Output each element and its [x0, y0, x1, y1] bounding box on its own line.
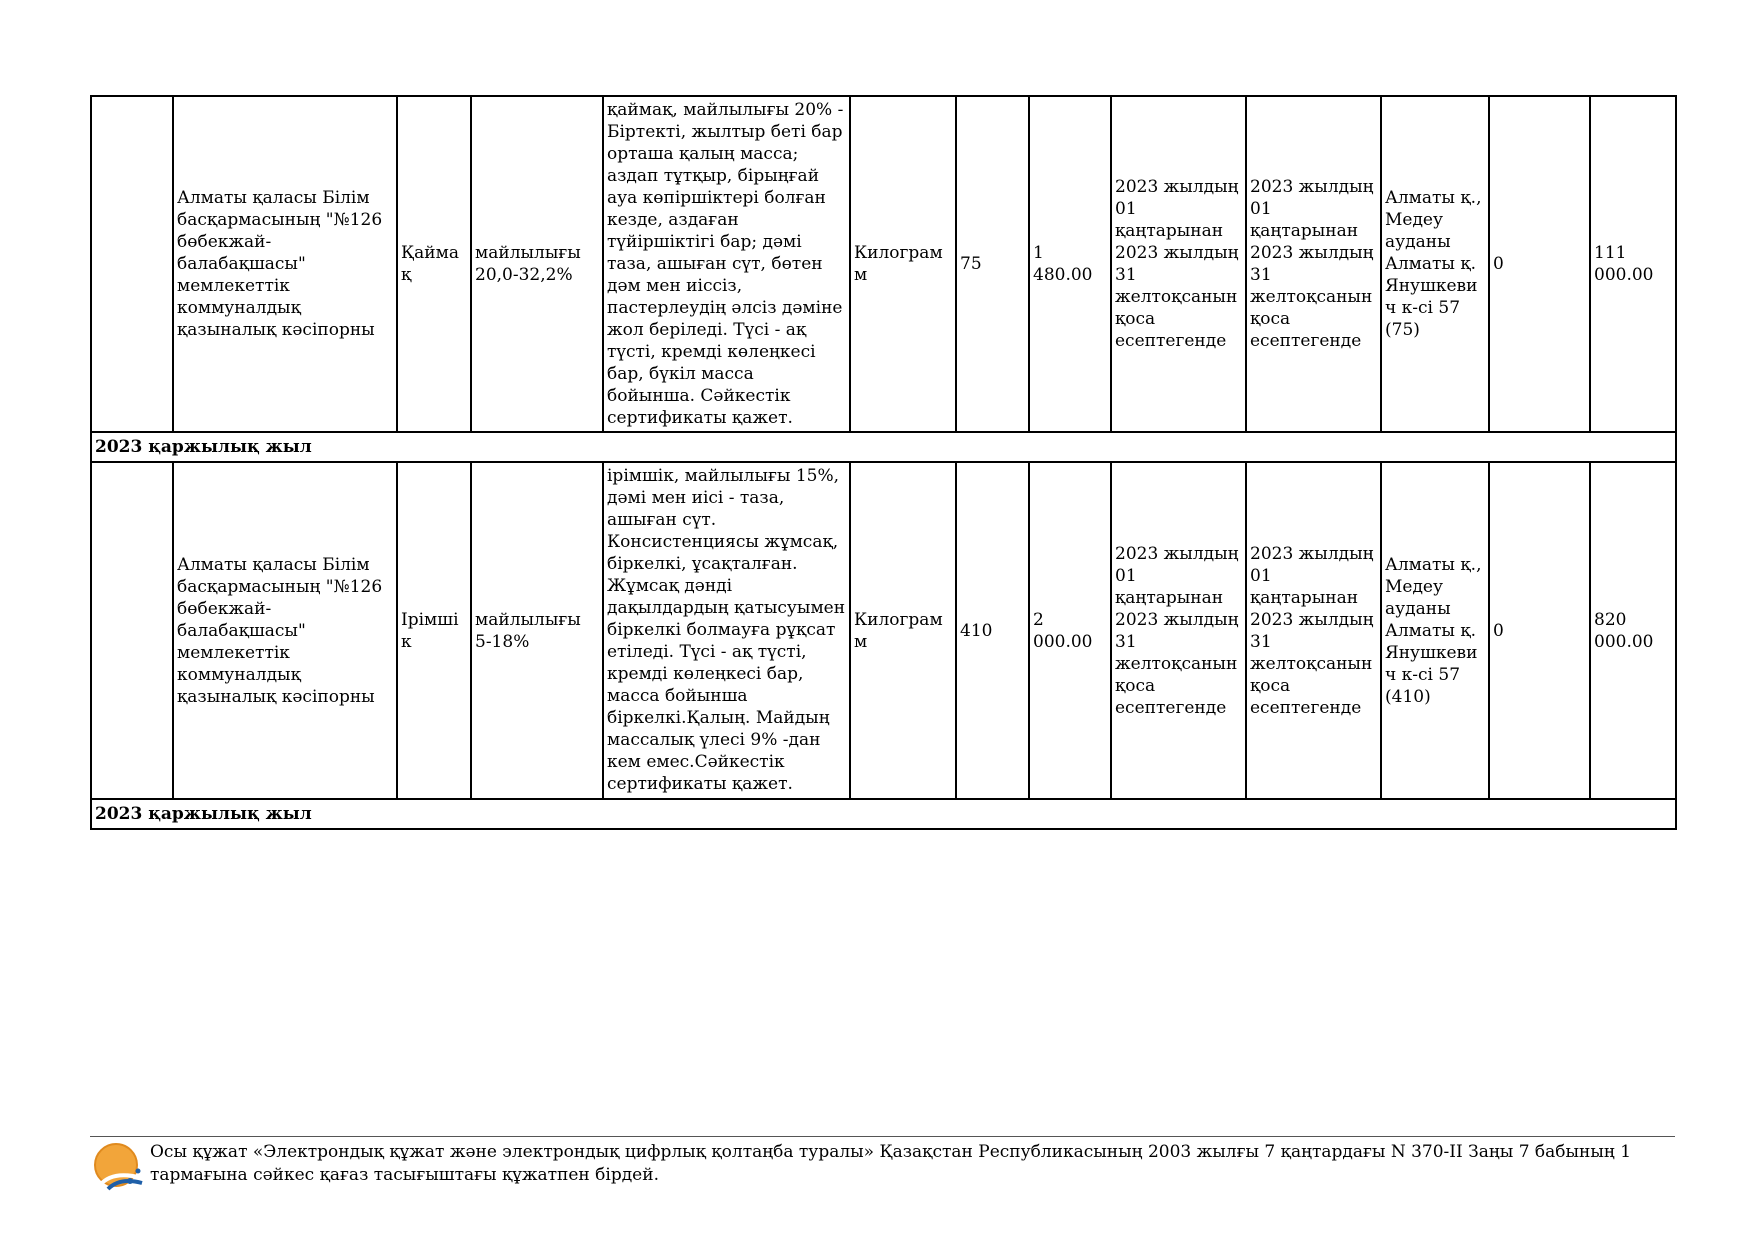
footer-divider	[90, 1136, 1675, 1137]
section-row	[91, 799, 1676, 829]
cell-term-2: 2023 жылдың 01 қаңтарынан 2023 жылдың 31 желтоқсанын қоса есептегенде	[1246, 96, 1381, 432]
cell-price: 2 000.00	[1029, 462, 1111, 799]
cell-advance: 0	[1489, 462, 1590, 799]
cell-qty: 75	[956, 96, 1029, 432]
cell-short-desc: майлылығы 20,0-32,2%	[471, 96, 603, 432]
cell-customer: Алматы қаласы Білім басқармасының "№126 бөбекжай-балабақшасы" мемлекеттік коммуналдық қазыналық кәсіпорны	[173, 96, 397, 432]
cell-num	[91, 96, 173, 432]
cell-unit: Килограмм	[850, 96, 956, 432]
cell-full-desc: қаймақ, майлылығы 20% - Біртекті, жылтыр беті бар орташа қалың масса; аздап тұтқыр, бірыңғай ауа көпіршіктері болған кезде, аздаған түйіршіктігі бар; дәмі таза, ашыған сүт, бөтен дәм мен иіссіз, пастерлеудің әлсіз дәміне жол беріледі. Түсі - ақ түсті, кремді көлеңкесі бар, бүкіл масса бойынша. Сәйкестік сертификаты қажет.	[603, 96, 850, 432]
cell-place: Алматы қ., Медеу ауданы Алматы қ. Янушкевич к-сі 57 (75)	[1381, 96, 1489, 432]
cell-name: Қаймақ	[397, 96, 471, 432]
section-row	[91, 432, 1676, 462]
cell-term-1: 2023 жылдың 01 қаңтарынан 2023 жылдың 31 желтоқсанын қоса есептегенде	[1111, 462, 1246, 799]
section-label: 2023 қаржылық жыл	[91, 432, 1676, 462]
footer-note: Осы құжат «Электрондық құжат және электрондық цифрлық қолтаңба туралы» Қазақстан Республикасының 2003 жылғы 7 қаңтардағы N 370-II Заңы 7 бабының 1 тармағына сәйкес қағаз тасығыштағы құжатпен бірдей.	[150, 1142, 1632, 1185]
table-row	[91, 96, 1676, 432]
cell-num	[91, 462, 173, 799]
procurement-table	[90, 95, 1677, 830]
cell-advance: 0	[1489, 96, 1590, 432]
cell-sum: 820 000.00	[1590, 462, 1676, 799]
cell-sum: 111 000.00	[1590, 96, 1676, 432]
cell-customer: Алматы қаласы Білім басқармасының "№126 бөбекжай-балабақшасы" мемлекеттік коммуналдық қазыналық кәсіпорны	[173, 462, 397, 799]
cell-term-1: 2023 жылдың 01 қаңтарынан 2023 жылдың 31 желтоқсанын қоса есептегенде	[1111, 96, 1246, 432]
cell-qty: 410	[956, 462, 1029, 799]
cell-full-desc: ірімшік, майлылығы 15%, дәмі мен иісі - таза, ашыған сүт. Консистенциясы жұмсақ, біркелкі, ұсақталған. Жұмсақ дәнді дақылдардың қатысуымен біркелкі болмауға рұқсат етіледі. Түсі - ақ түсті, кремді көлеңкесі бар, масса бойынша біркелкі.Қалың. Майдың массалық үлесі 9% -дан кем емес.Сәйкестік сертификаты қажет.	[603, 462, 850, 799]
cell-price: 1 480.00	[1029, 96, 1111, 432]
table-row	[91, 462, 1676, 799]
section-label: 2023 қаржылық жыл	[91, 799, 1676, 829]
egov-sun-logo-icon	[92, 1141, 144, 1193]
cell-name: Ірімшік	[397, 462, 471, 799]
cell-term-2: 2023 жылдың 01 қаңтарынан 2023 жылдың 31 желтоқсанын қоса есептегенде	[1246, 462, 1381, 799]
cell-short-desc: майлылығы 5-18%	[471, 462, 603, 799]
cell-unit: Килограмм	[850, 462, 956, 799]
cell-place: Алматы қ., Медеу ауданы Алматы қ. Янушкевич к-сі 57 (410)	[1381, 462, 1489, 799]
